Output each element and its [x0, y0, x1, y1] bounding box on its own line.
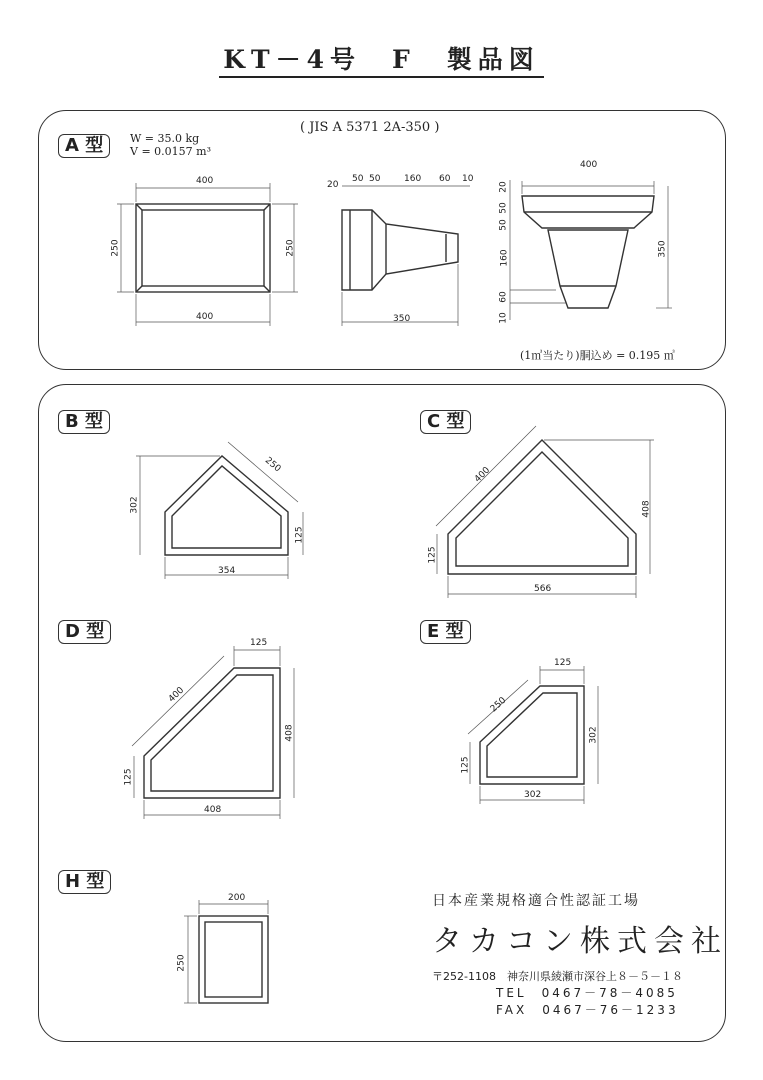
b-shape — [165, 456, 288, 555]
a-end-right: 350 — [657, 240, 668, 258]
a-weight: W = 35.0 kg — [130, 132, 200, 145]
c-slant: 400 — [472, 465, 493, 485]
a-front-bottom: 400 — [196, 312, 214, 322]
a-side-seg-5: 60 — [439, 174, 451, 184]
c-right: 408 — [641, 500, 652, 518]
a-side-view — [342, 210, 458, 290]
a-end-seg-2: 50 — [498, 202, 509, 214]
e-slant: 250 — [488, 695, 509, 715]
e-top: 125 — [554, 658, 572, 668]
a-front-top: 400 — [196, 176, 214, 186]
d-bottom: 408 — [204, 805, 222, 815]
d-left: 125 — [123, 768, 134, 786]
b-left: 302 — [129, 496, 140, 514]
a-front-right: 250 — [285, 239, 296, 257]
a-side-seg-4: 160 — [404, 174, 422, 184]
a-end-seg-1: 20 — [498, 181, 509, 193]
tag-c: C 型 — [420, 410, 471, 434]
tag-e: E 型 — [420, 620, 471, 644]
page-title-text: KT－4号 F 製品図 — [219, 45, 543, 78]
tag-b: B 型 — [58, 410, 110, 434]
company-tel: TEL 0467－78－4085 — [496, 986, 678, 1000]
a-side-seg-3: 50 — [369, 174, 381, 184]
e-bottom: 302 — [524, 790, 542, 800]
c-left: 125 — [427, 546, 438, 564]
c-bottom: 566 — [534, 584, 552, 594]
tag-d: D 型 — [58, 620, 111, 644]
a-side-bottom: 350 — [393, 314, 411, 324]
tag-h: H 型 — [58, 870, 111, 894]
a-end-view — [522, 196, 654, 308]
b-bottom: 354 — [218, 566, 236, 576]
e-right: 302 — [588, 726, 599, 744]
company-address: 〒252-1108 神奈川県綾瀬市深谷上８－５－１８ — [432, 970, 683, 983]
a-side-seg-2: 50 — [352, 174, 364, 184]
d-right: 408 — [284, 724, 295, 742]
company-fax: FAX 0467－76－1233 — [496, 1003, 679, 1017]
c-shape — [448, 440, 636, 574]
b-right: 125 — [294, 526, 305, 544]
a-standard: ( JIS A 5371 2A-350 ) — [300, 120, 440, 135]
tag-a: A 型 — [58, 134, 110, 158]
h-shape — [199, 916, 268, 1003]
a-end-top: 400 — [580, 160, 598, 170]
company-block — [432, 890, 728, 1018]
d-slant: 400 — [166, 685, 187, 705]
a-side-seg-6: 10 — [462, 174, 474, 184]
a-end-seg-3: 50 — [498, 219, 509, 231]
a-note: (1㎥当たり)胴込め = 0.195 ㎥ — [520, 349, 675, 362]
h-left: 250 — [176, 954, 187, 972]
h-top: 200 — [228, 893, 246, 903]
b-slant: 250 — [262, 455, 283, 475]
a-front-view — [136, 204, 270, 292]
a-end-seg-6: 10 — [498, 312, 509, 324]
a-end-seg-5: 60 — [498, 291, 509, 303]
company-certification: 日本産業規格適合性認証工場 — [432, 893, 640, 909]
d-shape — [144, 668, 280, 798]
e-left: 125 — [460, 756, 471, 774]
a-side-seg-1: 20 — [327, 180, 339, 190]
d-top: 125 — [250, 638, 268, 648]
a-end-seg-4: 160 — [499, 249, 510, 267]
a-volume: V = 0.0157 m³ — [130, 145, 211, 158]
a-front-left: 250 — [110, 239, 121, 257]
company-name: タカコン株式会社 — [432, 924, 728, 959]
